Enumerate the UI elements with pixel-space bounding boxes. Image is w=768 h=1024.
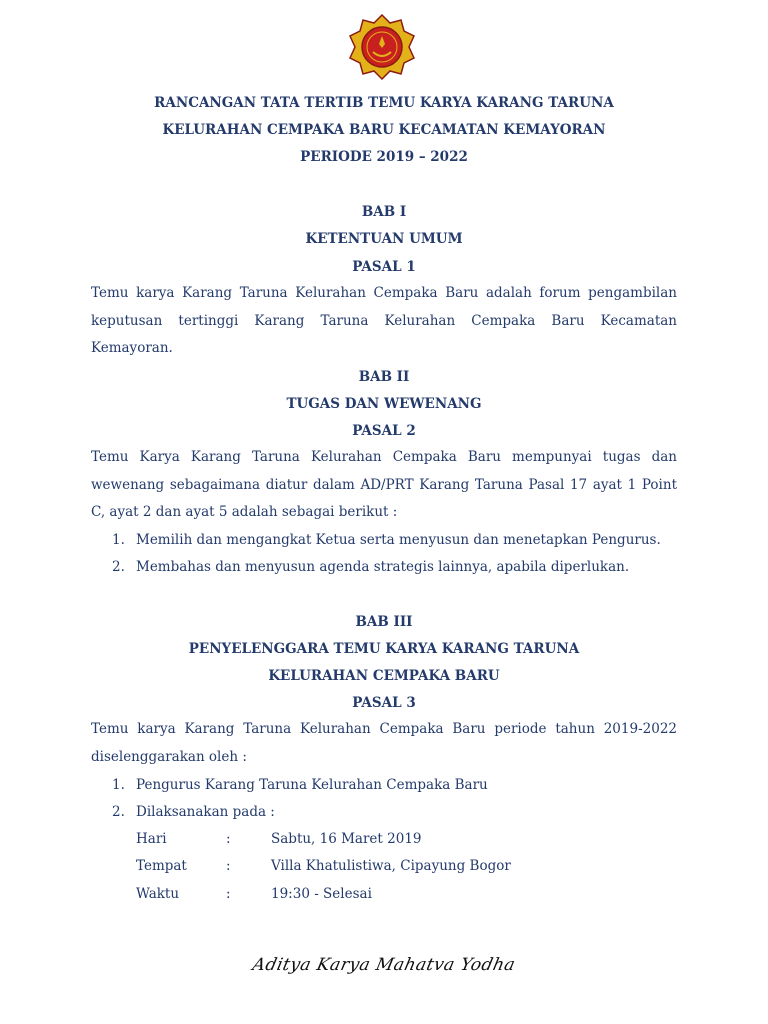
list-number: 1. <box>112 777 125 793</box>
detail-separator: : <box>226 858 231 874</box>
doc-title-line2: KELURAHAN CEMPAKA BARU KECAMATAN KEMAYORAN <box>162 122 606 138</box>
pasal1-heading: PASAL 1 <box>352 259 416 275</box>
list-number: 1. <box>112 532 125 548</box>
list-text: Dilaksanakan pada : <box>136 804 275 820</box>
doc-title-line1: RANCANGAN TATA TERTIB TEMU KARYA KARANG TARUNA <box>154 95 614 111</box>
doc-title-line3: PERIODE 2019 – 2022 <box>300 149 468 165</box>
list-text: Membahas dan menyusun agenda strategis lainnya, apabila diperlukan. <box>136 559 630 575</box>
list-number: 2. <box>112 559 125 575</box>
pasal2-heading: PASAL 2 <box>352 423 416 439</box>
bab3-title-line1: PENYELENGGARA TEMU KARYA KARANG TARUNA <box>188 641 580 657</box>
list-text: Pengurus Karang Taruna Kelurahan Cempaka Baru <box>136 777 488 793</box>
list-number: 2. <box>112 804 125 820</box>
bab3-heading: BAB III <box>355 614 413 630</box>
detail-value-tempat: Villa Khatulistiwa, Cipayung Bogor <box>271 858 511 874</box>
detail-value-waktu: 19:30 - Selesai <box>271 886 372 902</box>
detail-label-tempat: Tempat <box>136 858 187 874</box>
bab2-title: TUGAS DAN WEWENANG <box>286 396 482 412</box>
pasal3-text: Temu karya Karang Taruna Kelurahan Cempaka Baru periode tahun 2019-2022 diselenggarakan oleh : <box>91 721 677 765</box>
pasal2-text: Temu Karya Karang Taruna Kelurahan Cempaka Baru mempunyai tugas dan wewenang sebagaimana diatur dalam AD/PRT Karang Taruna Pasal 17 ayat 1 Point C, ayat 2 dan ayat 5 adalah sebagai berikut : <box>91 449 677 520</box>
motto-signature: Aditya Karya Mahatva Yodha <box>250 955 518 975</box>
organization-emblem-icon <box>349 14 415 80</box>
bab1-heading: BAB I <box>361 204 407 220</box>
list-text: Memilih dan mengangkat Ketua serta menyusun dan menetapkan Pengurus. <box>136 532 661 548</box>
bab2-heading: BAB II <box>358 369 410 385</box>
detail-value-hari: Sabtu, 16 Maret 2019 <box>271 831 422 847</box>
detail-label-waktu: Waktu <box>136 886 180 902</box>
detail-label-hari: Hari <box>136 831 167 847</box>
pasal3-heading: PASAL 3 <box>352 695 416 711</box>
detail-separator: : <box>226 886 231 902</box>
detail-separator: : <box>226 831 231 847</box>
bab1-title: KETENTUAN UMUM <box>305 231 463 247</box>
pasal1-text: Temu karya Karang Taruna Kelurahan Cempaka Baru adalah forum pengambilan keputusan tertinggi Karang Taruna Kelurahan Cempaka Baru Kecamatan Kemayoran. <box>91 285 677 356</box>
bab3-title-line2: KELURAHAN CEMPAKA BARU <box>268 668 500 684</box>
